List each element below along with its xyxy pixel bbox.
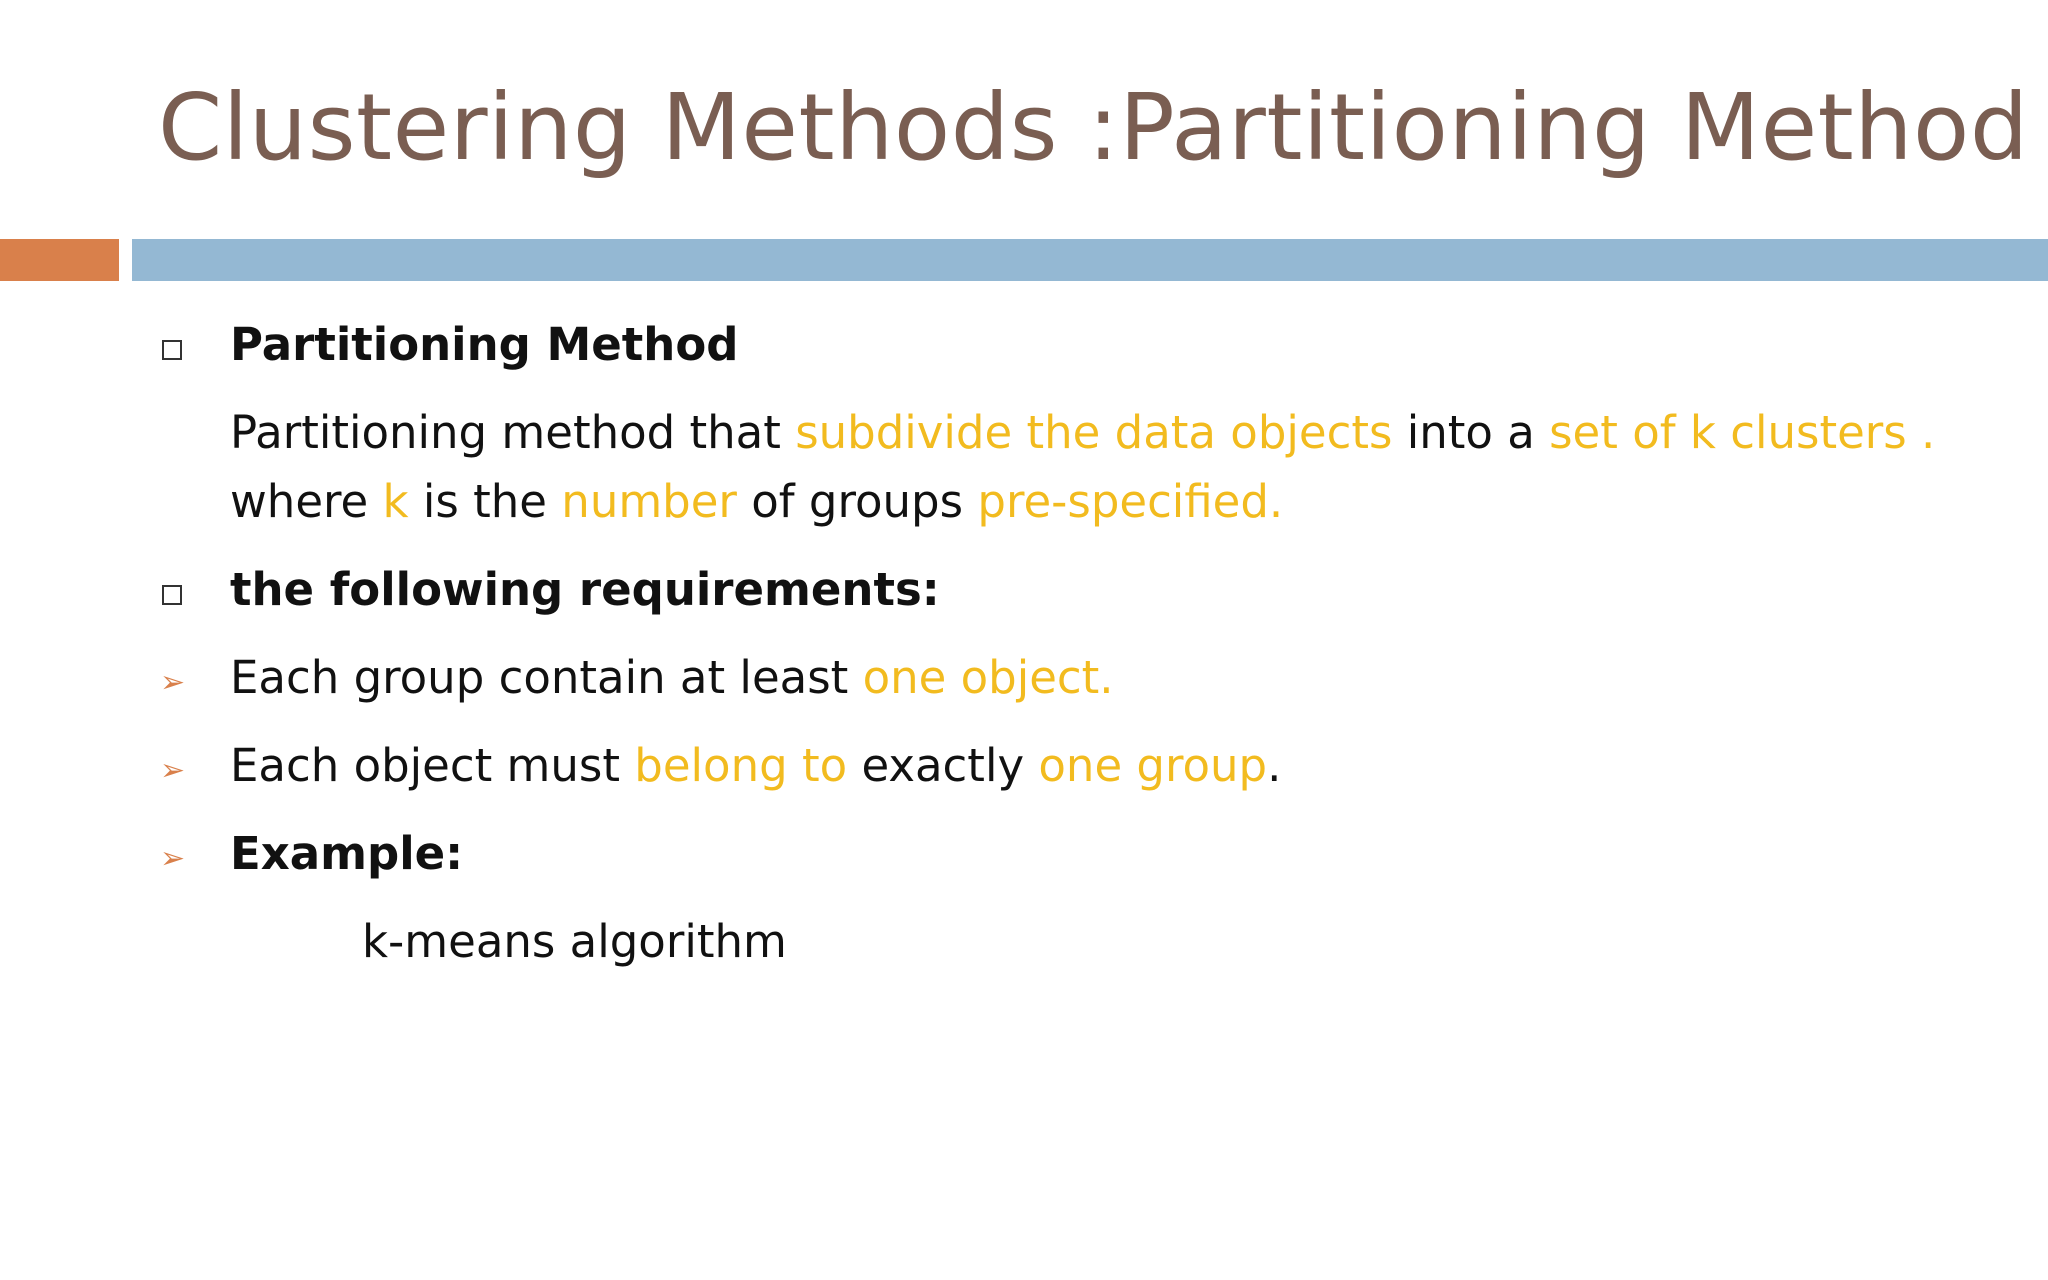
bullet-heading: the following requirements: xyxy=(230,563,940,616)
arrow-bullet-icon: ➢ xyxy=(160,665,186,700)
arrow-bullet-icon: ➢ xyxy=(160,753,186,788)
square-bullet-icon xyxy=(162,340,182,360)
highlight-segment: one group xyxy=(1038,739,1268,792)
text-segment: Partitioning method that xyxy=(230,406,796,459)
highlight-segment: subdivide the data objects xyxy=(795,406,1393,459)
text-segment: Each group contain at least xyxy=(230,651,863,704)
title-accent-bar xyxy=(0,239,119,281)
highlight-segment: number xyxy=(561,475,737,528)
square-bullet-icon xyxy=(162,585,182,605)
highlight-segment: set of k clusters . xyxy=(1549,406,1936,459)
text-segment: where xyxy=(230,475,383,528)
definition-text xyxy=(230,406,1935,460)
text-segment: of groups xyxy=(736,475,978,528)
text-segment: . xyxy=(1267,739,1282,792)
text-segment: into a xyxy=(1392,406,1550,459)
text-segment: exactly xyxy=(847,739,1039,792)
title-divider-bar xyxy=(132,239,2048,281)
arrow-bullet-icon: ➢ xyxy=(160,841,186,876)
text-segment: Each object must xyxy=(230,739,635,792)
example-heading: Example: xyxy=(230,827,464,880)
example-text: k-means algorithm xyxy=(362,915,787,968)
highlight-segment: k xyxy=(382,475,409,528)
highlight-segment: one object. xyxy=(862,651,1114,704)
text-segment: is the xyxy=(408,475,562,528)
highlight-segment: pre-specified. xyxy=(977,475,1284,528)
sub-bullet-text xyxy=(230,651,1114,705)
definition-text xyxy=(230,475,1283,529)
highlight-segment: belong to xyxy=(634,739,848,792)
bullet-heading: Partitioning Method xyxy=(230,318,739,371)
slide-title: Clustering Methods :Partitioning Method xyxy=(158,74,2029,181)
sub-bullet-text xyxy=(230,739,1281,793)
